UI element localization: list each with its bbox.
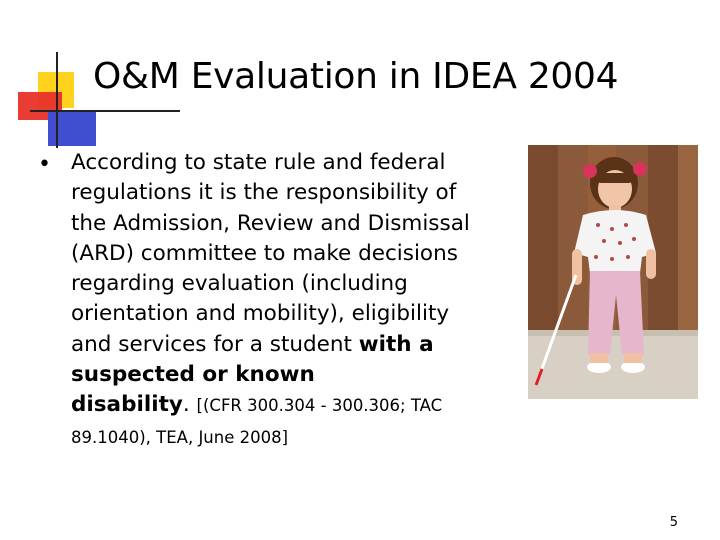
decor-vertical-line (56, 52, 58, 148)
citation: [(CFR 300.304 - 300.306; TAC 89.1040), TEA, June 2008] (71, 396, 443, 447)
slide-title: O&M Evaluation in IDEA 2004 (93, 56, 619, 97)
bullet-text-emphasis: with a suspected or known disability (71, 331, 434, 418)
bullet-marker: • (38, 152, 51, 177)
decor-horizontal-line (30, 110, 180, 112)
bullet-paragraph (71, 148, 471, 453)
page-number: 5 (669, 515, 678, 530)
photo-illustration (528, 145, 698, 399)
bullet-text: According to state rule and federal regulations it is the responsibility of the Admission, Review and Dismissal (ARD) committee to make decisions regarding evaluation (including orientation and mobility), eligibility and services for a student (71, 150, 470, 357)
photo-girl-with-cane (528, 145, 698, 399)
bullet-text-period: . (182, 392, 190, 418)
